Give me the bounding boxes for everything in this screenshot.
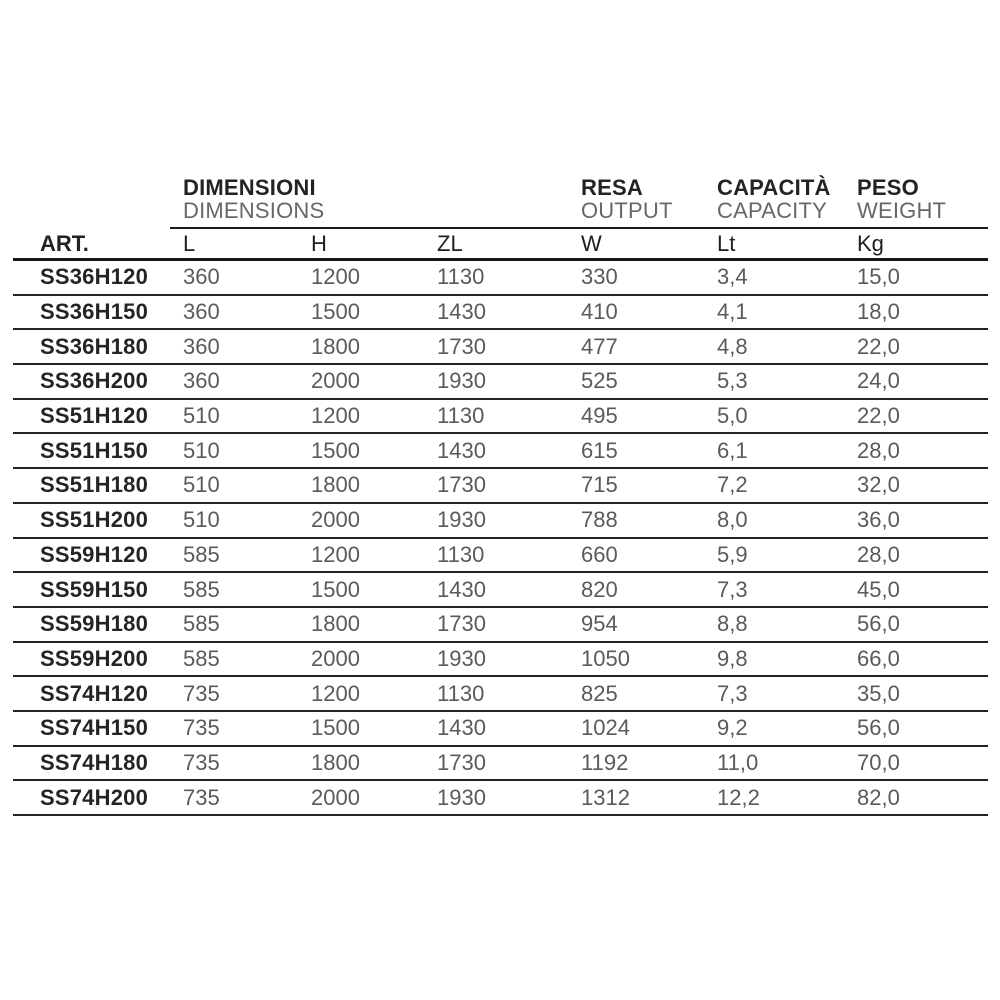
art-cell: SS74H120 bbox=[40, 680, 149, 706]
column-header-row bbox=[13, 229, 988, 261]
h-column-header: H bbox=[311, 230, 327, 256]
w-cell: 330 bbox=[581, 264, 618, 290]
kg-cell: 36,0 bbox=[857, 507, 900, 533]
art-cell: SS36H150 bbox=[40, 299, 149, 325]
h-cell: 2000 bbox=[311, 507, 360, 533]
group-capacity-label-it: CAPACITÀ bbox=[717, 175, 831, 200]
l-cell: 360 bbox=[183, 333, 220, 359]
table-row bbox=[13, 573, 988, 608]
w-column-header: W bbox=[581, 230, 602, 256]
table-row bbox=[13, 469, 988, 504]
art-cell: SS36H200 bbox=[40, 368, 149, 394]
art-cell: SS74H180 bbox=[40, 749, 149, 775]
zl-cell: 1430 bbox=[437, 299, 486, 325]
table-row bbox=[13, 400, 988, 435]
group-dimensions-label-en: DIMENSIONS bbox=[183, 198, 325, 223]
group-output-label-en: OUTPUT bbox=[581, 198, 673, 223]
w-cell: 525 bbox=[581, 368, 618, 394]
group-dimensions-label-it: DIMENSIONI bbox=[183, 175, 316, 200]
l-cell: 510 bbox=[183, 472, 220, 498]
kg-cell: 70,0 bbox=[857, 749, 900, 775]
table-row bbox=[13, 261, 988, 296]
group-weight-label-it: PESO bbox=[857, 175, 919, 200]
l-cell: 585 bbox=[183, 645, 220, 671]
table-row bbox=[13, 677, 988, 712]
w-cell: 820 bbox=[581, 576, 618, 602]
zl-column-header: ZL bbox=[437, 230, 463, 256]
table-row bbox=[13, 712, 988, 747]
art-cell: SS51H180 bbox=[40, 472, 149, 498]
kg-cell: 56,0 bbox=[857, 611, 900, 637]
l-cell: 360 bbox=[183, 299, 220, 325]
zl-cell: 1430 bbox=[437, 715, 486, 741]
art-cell: SS36H120 bbox=[40, 264, 149, 290]
w-cell: 410 bbox=[581, 299, 618, 325]
lt-cell: 5,9 bbox=[717, 541, 748, 567]
lt-cell: 8,8 bbox=[717, 611, 748, 637]
h-cell: 1500 bbox=[311, 576, 360, 602]
kg-cell: 24,0 bbox=[857, 368, 900, 394]
spec-table bbox=[13, 176, 988, 816]
lt-cell: 7,2 bbox=[717, 472, 748, 498]
group-capacity-label-en: CAPACITY bbox=[717, 198, 827, 223]
zl-cell: 1730 bbox=[437, 333, 486, 359]
zl-cell: 1130 bbox=[437, 264, 485, 290]
table-row bbox=[13, 608, 988, 643]
l-cell: 735 bbox=[183, 749, 220, 775]
art-cell: SS59H120 bbox=[40, 541, 149, 567]
w-cell: 715 bbox=[581, 472, 618, 498]
w-cell: 477 bbox=[581, 333, 618, 359]
l-cell: 735 bbox=[183, 784, 220, 810]
h-cell: 1200 bbox=[311, 680, 360, 706]
kg-cell: 22,0 bbox=[857, 333, 900, 359]
w-cell: 1192 bbox=[581, 749, 629, 775]
lt-cell: 5,3 bbox=[717, 368, 748, 394]
art-cell: SS51H200 bbox=[40, 507, 149, 533]
zl-cell: 1430 bbox=[437, 576, 486, 602]
art-cell: SS74H200 bbox=[40, 784, 149, 810]
kg-cell: 22,0 bbox=[857, 403, 900, 429]
kg-cell: 56,0 bbox=[857, 715, 900, 741]
table-row bbox=[13, 504, 988, 539]
art-cell: SS51H120 bbox=[40, 403, 149, 429]
kg-cell: 18,0 bbox=[857, 299, 900, 325]
l-cell: 585 bbox=[183, 541, 220, 567]
lt-cell: 6,1 bbox=[717, 437, 748, 463]
zl-cell: 1130 bbox=[437, 403, 485, 429]
kg-cell: 35,0 bbox=[857, 680, 900, 706]
group-dimensions bbox=[183, 176, 581, 222]
table-row bbox=[13, 296, 988, 331]
zl-cell: 1730 bbox=[437, 472, 486, 498]
w-cell: 1050 bbox=[581, 645, 630, 671]
h-cell: 1200 bbox=[311, 541, 360, 567]
h-cell: 2000 bbox=[311, 784, 360, 810]
lt-cell: 7,3 bbox=[717, 576, 748, 602]
art-cell: SS51H150 bbox=[40, 437, 149, 463]
kg-cell: 45,0 bbox=[857, 576, 900, 602]
l-cell: 735 bbox=[183, 680, 220, 706]
lt-cell: 7,3 bbox=[717, 680, 748, 706]
table-row bbox=[13, 643, 988, 678]
lt-column-header: Lt bbox=[717, 230, 736, 256]
group-capacity bbox=[717, 176, 857, 222]
art-cell: SS36H180 bbox=[40, 333, 149, 359]
lt-cell: 4,8 bbox=[717, 333, 748, 359]
l-cell: 360 bbox=[183, 264, 220, 290]
h-cell: 1500 bbox=[311, 299, 360, 325]
h-cell: 1500 bbox=[311, 437, 360, 463]
table-row bbox=[13, 539, 988, 574]
lt-cell: 9,8 bbox=[717, 645, 748, 671]
table-row bbox=[13, 330, 988, 365]
lt-cell: 3,4 bbox=[717, 264, 748, 290]
w-cell: 495 bbox=[581, 403, 618, 429]
w-cell: 954 bbox=[581, 611, 618, 637]
table-row bbox=[13, 365, 988, 400]
art-cell: SS59H150 bbox=[40, 576, 149, 602]
h-cell: 1800 bbox=[311, 333, 360, 359]
group-output bbox=[581, 176, 717, 222]
zl-cell: 1930 bbox=[437, 784, 486, 810]
w-cell: 825 bbox=[581, 680, 618, 706]
h-cell: 2000 bbox=[311, 645, 360, 671]
group-weight bbox=[857, 176, 988, 222]
zl-cell: 1130 bbox=[437, 680, 485, 706]
art-cell: SS74H150 bbox=[40, 715, 149, 741]
h-cell: 1800 bbox=[311, 749, 360, 775]
kg-column-header: Kg bbox=[857, 230, 884, 256]
zl-cell: 1130 bbox=[437, 541, 485, 567]
kg-cell: 66,0 bbox=[857, 645, 900, 671]
kg-cell: 28,0 bbox=[857, 437, 900, 463]
zl-cell: 1930 bbox=[437, 645, 486, 671]
table-body bbox=[13, 261, 988, 816]
h-cell: 1800 bbox=[311, 611, 360, 637]
h-cell: 1200 bbox=[311, 264, 360, 290]
lt-cell: 12,2 bbox=[717, 784, 760, 810]
group-weight-label-en: WEIGHT bbox=[857, 198, 947, 223]
kg-cell: 82,0 bbox=[857, 784, 900, 810]
lt-cell: 8,0 bbox=[717, 507, 748, 533]
h-cell: 2000 bbox=[311, 368, 360, 394]
lt-cell: 9,2 bbox=[717, 715, 748, 741]
kg-cell: 28,0 bbox=[857, 541, 900, 567]
l-cell: 360 bbox=[183, 368, 220, 394]
w-cell: 788 bbox=[581, 507, 618, 533]
zl-cell: 1730 bbox=[437, 611, 486, 637]
lt-cell: 11,0 bbox=[717, 749, 759, 775]
l-cell: 585 bbox=[183, 611, 220, 637]
w-cell: 1024 bbox=[581, 715, 630, 741]
l-cell: 510 bbox=[183, 507, 220, 533]
table-row bbox=[13, 434, 988, 469]
table-row bbox=[13, 781, 988, 816]
w-cell: 615 bbox=[581, 437, 618, 463]
kg-cell: 32,0 bbox=[857, 472, 900, 498]
zl-cell: 1930 bbox=[437, 507, 486, 533]
group-header-row bbox=[13, 176, 988, 222]
table-row bbox=[13, 747, 988, 782]
group-output-label-it: RESA bbox=[581, 175, 643, 200]
l-column-header: L bbox=[183, 230, 196, 256]
l-cell: 510 bbox=[183, 403, 220, 429]
h-cell: 1800 bbox=[311, 472, 360, 498]
zl-cell: 1930 bbox=[437, 368, 486, 394]
l-cell: 510 bbox=[183, 437, 220, 463]
h-cell: 1200 bbox=[311, 403, 360, 429]
lt-cell: 4,1 bbox=[717, 299, 748, 325]
lt-cell: 5,0 bbox=[717, 403, 748, 429]
zl-cell: 1430 bbox=[437, 437, 486, 463]
w-cell: 1312 bbox=[581, 784, 630, 810]
art-cell: SS59H180 bbox=[40, 611, 149, 637]
art-column-header: ART. bbox=[40, 230, 89, 256]
h-cell: 1500 bbox=[311, 715, 360, 741]
art-cell: SS59H200 bbox=[40, 645, 149, 671]
zl-cell: 1730 bbox=[437, 749, 486, 775]
kg-cell: 15,0 bbox=[857, 264, 900, 290]
l-cell: 585 bbox=[183, 576, 220, 602]
l-cell: 735 bbox=[183, 715, 220, 741]
w-cell: 660 bbox=[581, 541, 618, 567]
